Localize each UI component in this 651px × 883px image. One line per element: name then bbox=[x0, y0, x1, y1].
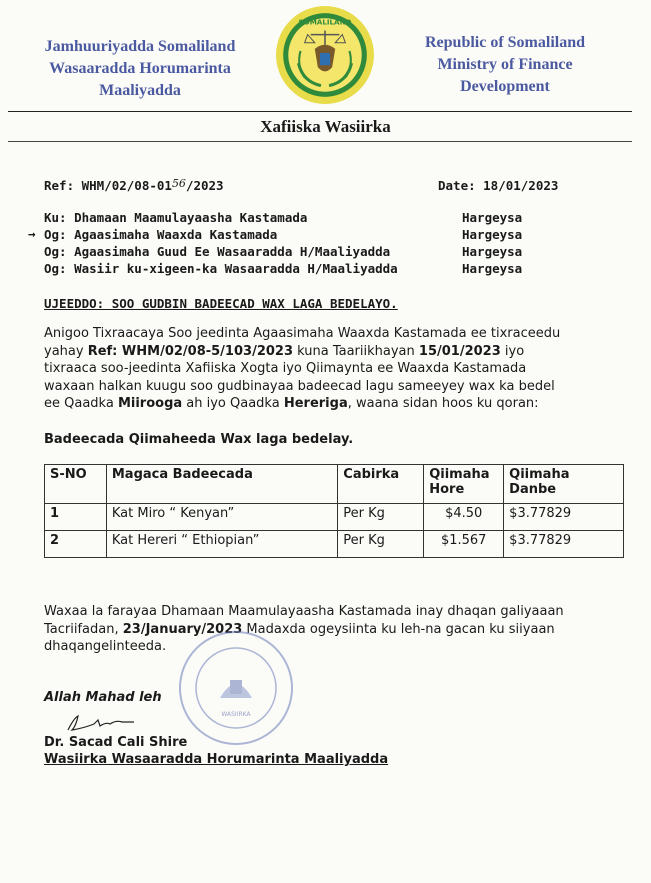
recipient-place: Hargeysa bbox=[462, 227, 523, 242]
table-cell: $4.50 bbox=[424, 504, 504, 531]
signatory-title: Wasiirka Wasaaradda Horumarinta Maaliyadda bbox=[44, 752, 389, 767]
recipient-place: Hargeysa bbox=[462, 244, 523, 259]
body-line bbox=[44, 343, 614, 361]
closing-date: 23/January/2023 bbox=[122, 621, 243, 637]
table-row bbox=[45, 531, 624, 558]
arrow-icon: → bbox=[28, 226, 36, 241]
signoff-greeting: Allah Mahad leh bbox=[44, 690, 162, 705]
body-ref: Ref: WHM/02/08-5/103/2023 bbox=[87, 343, 293, 359]
body-line: tixraaca soo-jeedinta Xafiiska Xogta iyo Qiimaynta ee Waaxda Kastamada bbox=[44, 361, 527, 376]
body-text: , waana sidan hoos ku qoran: bbox=[347, 396, 539, 411]
table-cell: Per Kg bbox=[338, 531, 424, 558]
body-text: iyo bbox=[500, 343, 525, 359]
ref-prefix: Ref: WHM/02/08-01 bbox=[44, 178, 172, 193]
body-date: 15/01/2023 bbox=[418, 343, 501, 359]
recipient-label: Og: Agaasimaha Guud Ee Wasaaradda H/Maaliyadda bbox=[44, 244, 391, 259]
table-title: Badeecada Qiimaheeda Wax laga bedelay. bbox=[44, 432, 354, 447]
body-bold: Hereriga bbox=[283, 396, 348, 411]
table-cell: 1 bbox=[45, 504, 107, 531]
recipient-row bbox=[28, 226, 604, 244]
body-text: kuna Taariikhayan bbox=[293, 343, 419, 359]
table-cell: $3.77829 bbox=[504, 531, 624, 558]
header-rule bbox=[8, 111, 632, 112]
body-line: Anigoo Tixraacaya Soo jeedinta Agaasimaha Waaxda Kastamada ee tixraceedu bbox=[44, 326, 561, 341]
signature-icon bbox=[64, 712, 144, 734]
closing-line: dhaqangelinteeda. bbox=[44, 639, 167, 654]
document-date: Date: 18/01/2023 bbox=[438, 178, 559, 193]
closing-paragraph bbox=[44, 603, 624, 656]
official-stamp-icon bbox=[176, 628, 296, 748]
table-row bbox=[45, 504, 624, 531]
recipient-place: Hargeysa bbox=[462, 210, 523, 225]
body-line bbox=[44, 395, 614, 413]
reference-number bbox=[44, 178, 224, 193]
table-header: S-NO bbox=[45, 465, 107, 504]
subject-line: UJEEDDO: SOO GUDBIN BADEECAD WAX LAGA BEDELAYO. bbox=[44, 296, 398, 311]
closing-text: Tacriifadan, bbox=[44, 621, 123, 637]
closing-line bbox=[44, 621, 624, 639]
closing-line: Waxaa la farayaa Dhamaan Maamulayaasha Kastamada inay dhaqan galiyaaan bbox=[44, 604, 564, 619]
closing-text: Madaxda ogeysiinta ku leh-na gacan ku siiyaan bbox=[242, 621, 555, 637]
office-rule bbox=[8, 141, 632, 142]
recipient-row bbox=[44, 244, 604, 261]
body-line: waxaan halkan kuugu soo gudbinayaa badeecad lagu sameeyey wax ka bedel bbox=[44, 378, 555, 394]
ref-handwritten: 56 bbox=[171, 177, 186, 190]
header-left-line: Maaliyadda bbox=[99, 82, 181, 99]
header-right-line: Republic of Somaliland bbox=[424, 34, 586, 51]
emblem-text: SOMALILAND bbox=[298, 17, 352, 27]
header-right-line: Ministry of Finance bbox=[437, 56, 573, 73]
recipient-row bbox=[44, 210, 604, 227]
somaliland-emblem-icon bbox=[274, 4, 376, 106]
ref-year: /2023 bbox=[185, 178, 224, 193]
body-bold: Miirooga bbox=[117, 396, 183, 411]
recipient-label: Og: Agaasimaha Waaxda Kastamada bbox=[44, 227, 278, 242]
header-left-line: Wasaaradda Horumarinta bbox=[49, 60, 231, 77]
table-header: Qiimaha Danbe bbox=[504, 465, 624, 504]
recipient-label: Ku: Dhamaan Maamulayaasha Kastamada bbox=[44, 210, 308, 225]
recipient-place: Hargeysa bbox=[462, 261, 523, 276]
table-cell: 2 bbox=[45, 531, 107, 558]
office-title: Xafiiska Wasiirka bbox=[260, 117, 391, 136]
header-left-block bbox=[22, 36, 258, 102]
body-text: ah iyo Qaadka bbox=[182, 396, 284, 411]
recipient-row bbox=[44, 261, 604, 278]
table-cell: Kat Hereri “ Ethiopian” bbox=[106, 531, 337, 558]
table-header: Magaca Badeecada bbox=[106, 465, 337, 504]
table-cell: Kat Miro “ Kenyan” bbox=[106, 504, 337, 531]
table-cell: Per Kg bbox=[338, 504, 424, 531]
recipient-label: Og: Wasiir ku-xigeen-ka Wasaaradda H/Maaliyadda bbox=[44, 261, 398, 276]
body-text: yahay bbox=[44, 343, 88, 359]
table-header: Qiimaha Hore bbox=[424, 465, 504, 504]
signatory-name: Dr. Sacad Cali Shire bbox=[44, 735, 188, 750]
header-right-block bbox=[392, 32, 618, 98]
stamp-text: WASIIRKA bbox=[221, 711, 251, 718]
body-paragraph bbox=[44, 325, 614, 413]
price-table bbox=[44, 464, 624, 558]
table-header: Cabirka bbox=[338, 465, 424, 504]
header-left-line: Jamhuuriyadda Somaliland bbox=[44, 38, 236, 55]
table-cell: $3.77829 bbox=[504, 504, 624, 531]
header-right-line: Development bbox=[460, 78, 550, 95]
table-cell: $1.567 bbox=[424, 531, 504, 558]
table-header-row bbox=[45, 465, 624, 504]
recipients-block bbox=[28, 210, 604, 278]
body-text: ee Qaadka bbox=[44, 396, 118, 411]
